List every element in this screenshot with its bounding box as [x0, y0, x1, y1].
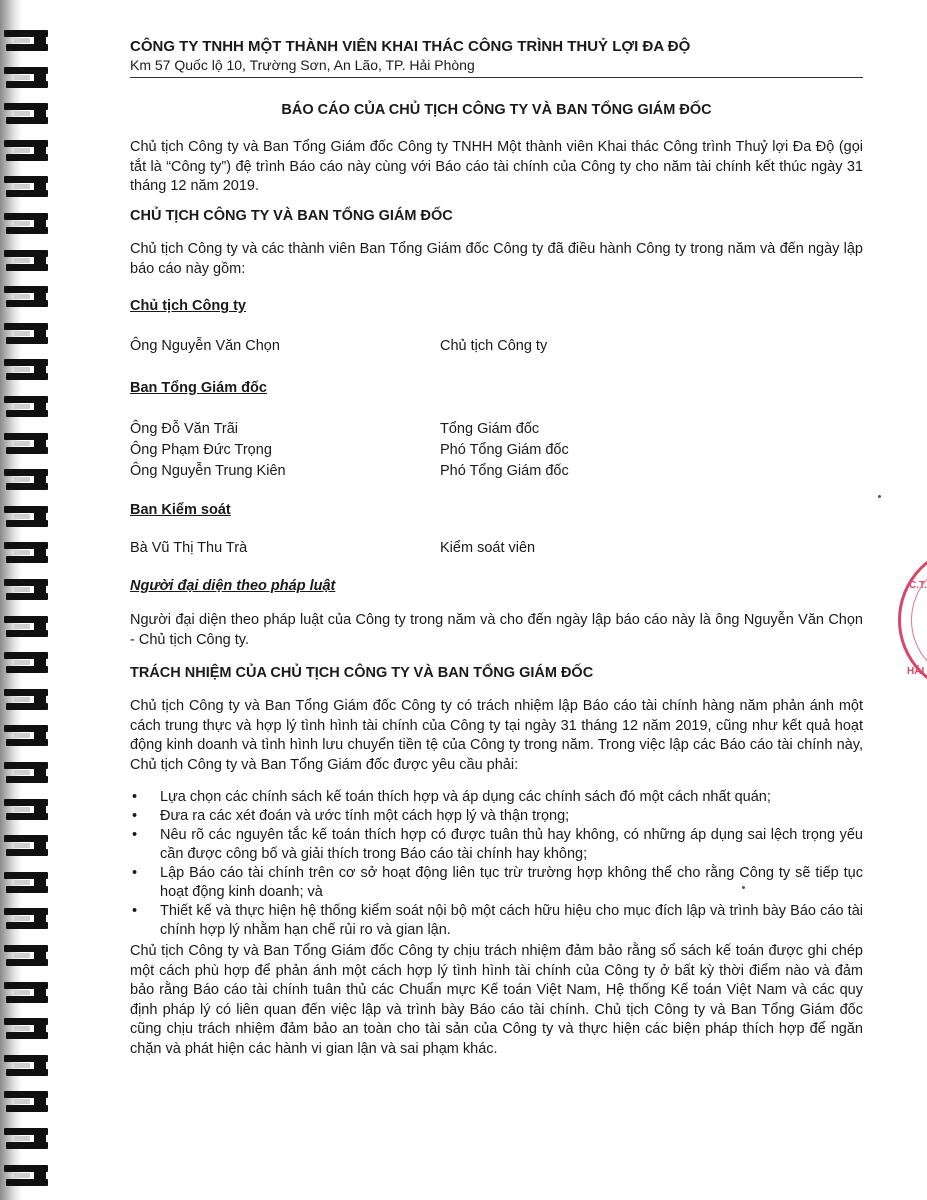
- responsibility-heading: TRÁCH NHIỆM CỦA CHỦ TỊCH CÔNG TY VÀ BAN TỔNG GIÁM ĐỐC: [130, 665, 594, 681]
- stamp-text-top: C.T.: [909, 580, 927, 591]
- company-name: CÔNG TY TNHH MỘT THÀNH VIÊN KHAI THÁC CÔNG TRÌNH THUỶ LỢI ĐA ĐỘ: [130, 38, 691, 55]
- member-name: Ông Nguyễn Trung Kiên: [130, 463, 286, 479]
- responsibility-paragraph: Chủ tịch Công ty và Ban Tổng Giám đốc Công ty có trách nhiệm lập Báo cáo tài chính hàng năm phản ánh một cách trung thực và hợp lý tình hình tài chính của Công ty tại ngày 31 tháng 12 năm 2019, cũng như kết quả hoạt động kinh doanh và tình hình lưu chuyển tiền tệ của Công ty trong năm. Trong việc lập các Báo cáo tài chính này, Chủ tịch Công ty và Ban Tổng Giám đốc được yêu cầu phải:: [130, 698, 863, 773]
- member-name: Bà Vũ Thị Thu Trà: [130, 540, 248, 556]
- supervisory-heading: Ban Kiểm soát: [130, 502, 231, 518]
- responsibility-list: [130, 788, 863, 940]
- legal-rep-paragraph: Người đại diện theo pháp luật của Công ty trong năm và cho đến ngày lập báo cáo này là ông Nguyễn Văn Chọn - Chủ tịch Công ty.: [130, 612, 863, 648]
- responsibility-closing-paragraph: Chủ tịch Công ty và Ban Tổng Giám đốc Công ty chịu trách nhiệm đảm bảo rằng sổ sách kế toán được ghi chép một cách phù hợp để phản ánh một cách hợp lý tình hình tài chính của Công ty ở bất kỳ thời điểm nào và đảm bảo rằng Báo cáo tài chính tuân thủ các Chuẩn mực Kế toán Việt Nam, Hệ thống Kế toán Việt Nam và các quy định pháp lý có liên quan đến việc lập và trình bày Báo cáo tài chính. Chủ tịch Công ty và Ban Tổng Giám đốc cũng chịu trách nhiệm đảm bảo an toàn cho tài sản của Công ty và thực hiện các biện pháp thích hợp để ngăn chặn và phát hiện các hành vi gian lận và sai phạm khác.: [130, 943, 863, 1057]
- report-title: BÁO CÁO CỦA CHỦ TỊCH CÔNG TY VÀ BAN TỔNG GIÁM ĐỐC: [281, 102, 712, 118]
- list-item: • Nêu rõ các nguyên tắc kế toán thích hợp có được tuân thủ hay không, có những áp dụng sai lệch trọng yếu cần được công bố và giải thích trong Báo cáo tài chính hay không;: [130, 826, 863, 864]
- chairman-heading: Chủ tịch Công ty: [130, 298, 246, 314]
- member-name: Ông Nguyễn Văn Chọn: [130, 338, 280, 354]
- member-position: Chủ tịch Công ty: [440, 338, 548, 354]
- management-heading: CHỦ TỊCH CÔNG TY VÀ BAN TỔNG GIÁM ĐỐC: [130, 208, 453, 224]
- list-item: • Thiết kế và thực hiện hệ thống kiểm soát nội bộ một cách hữu hiệu cho mục đích lập và trình bày Báo cáo tài chính hợp lý nhằm hạn chế rủi ro và gian lận.: [130, 902, 863, 940]
- company-address: Km 57 Quốc lộ 10, Trường Sơn, An Lão, TP. Hải Phòng: [130, 57, 475, 73]
- member-position: Tổng Giám đốc: [440, 421, 540, 437]
- intro-paragraph: Chủ tịch Công ty và Ban Tổng Giám đốc Công ty TNHH Một thành viên Khai thác Công trình Thuỷ lợi Đa Độ (gọi tắt là “Công ty”) đệ trình Báo cáo này cùng với Báo cáo tài chính của Công ty cho năm tài chính kết thúc ngày 31 tháng 12 năm 2019.: [130, 139, 863, 194]
- member-position: Phó Tổng Giám đốc: [440, 463, 569, 479]
- page-header: [130, 38, 863, 78]
- member-row: [130, 538, 863, 558]
- member-name: Ông Phạm Đức Trọng: [130, 442, 272, 458]
- member-row: [130, 419, 863, 439]
- list-item: • Đưa ra các xét đoán và ước tính một cách hợp lý và thận trọng;: [130, 807, 863, 826]
- member-position: Phó Tổng Giám đốc: [440, 442, 569, 458]
- member-position: Kiểm soát viên: [440, 540, 536, 556]
- stamp-text-bottom: HẢI: [907, 666, 925, 677]
- legal-rep-heading: Người đại diện theo pháp luật: [130, 578, 336, 594]
- member-name: Ông Đỗ Văn Trãi: [130, 421, 238, 437]
- member-row: [130, 336, 863, 356]
- management-paragraph: Chủ tịch Công ty và các thành viên Ban Tổng Giám đốc Công ty đã điều hành Công ty trong năm và đến ngày lập báo cáo này gồm:: [130, 241, 863, 277]
- member-row: [130, 440, 863, 460]
- member-row: [130, 461, 863, 481]
- list-item: • Lựa chọn các chính sách kế toán thích hợp và áp dụng các chính sách đó một cách nhất quán;: [130, 788, 863, 807]
- list-item: • Lập Báo cáo tài chính trên cơ sở hoạt động liên tục trừ trường hợp không thể cho rằng Công ty sẽ tiếp tục hoạt động kinh doanh; và: [130, 864, 863, 902]
- board-heading: Ban Tổng Giám đốc: [130, 380, 267, 396]
